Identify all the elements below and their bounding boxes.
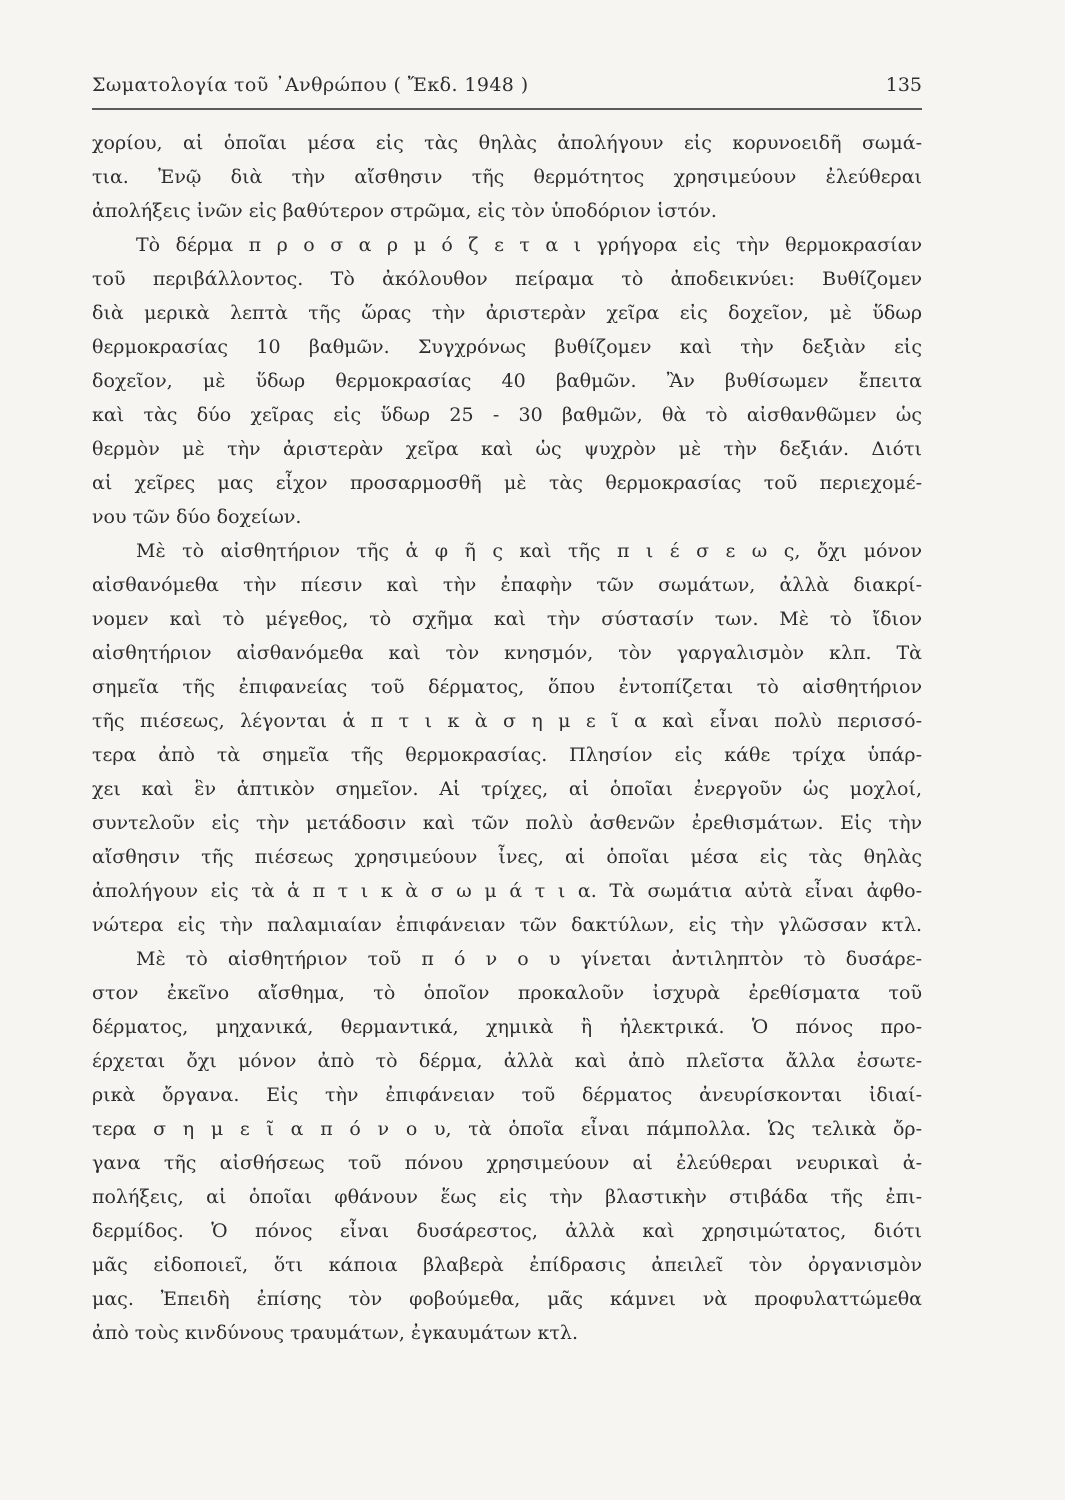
text-line: ἀπολήγουν εἰς τὰ ἁ π τ ι κ ὰ σ ω μ ά τ ι α. Τὰ σωμάτια αὐτὰ εἶναι ἀφθο- (92, 880, 922, 902)
text-line: ρικὰ ὄργανα. Εἰς τὴν ἐπιφάνειαν τοῦ δέρματος ἀνευρίσκονται ἰδιαί- (92, 1084, 922, 1106)
text-line: χει καὶ ἓν ἁπτικὸν σημεῖον. Αἱ τρίχες, αἱ ὁποῖαι ἐνεργοῦν ὡς μοχλοί, (92, 778, 922, 800)
text-line: αἱ χεῖρες μας εἶχον προσαρμοσθῆ μὲ τὰς θερμοκρασίας τοῦ περιεχομέ- (92, 472, 922, 494)
text-line: διὰ μερικὰ λεπτὰ τῆς ὥρας τὴν ἀριστερὰν χεῖρα εἰς δοχεῖον, μὲ ὕδωρ (92, 302, 922, 324)
text-line: Τὸ δέρμα π ρ ο σ α ρ μ ό ζ ε τ α ι γρήγορα εἰς τὴν θερμοκρασίαν (136, 234, 922, 256)
text-line: δέρματος, μηχανικά, θερμαντικά, χημικὰ ἢ ἠλεκτρικά. Ὁ πόνος προ- (92, 1016, 922, 1038)
text-line: τια. Ἐνῷ διὰ τὴν αἴσθησιν τῆς θερμότητος χρησιμεύουν ἐλεύθεραι (92, 166, 922, 188)
text-line: Μὲ τὸ αἰσθητήριον τῆς ἁ φ ῆ ς καὶ τῆς π ι έ σ ε ω ς, ὄχι μόνον (136, 540, 922, 562)
running-title: Σωματολογία τοῦ ᾿Ανθρώπου ( Ἔκδ. 1948 ) (92, 74, 529, 96)
header-rule (92, 108, 922, 110)
text-line: μας. Ἐπειδὴ ἐπίσης τὸν φοβούμεθα, μᾶς κάμνει νὰ προφυλαττώμεθα (92, 1288, 922, 1310)
text-line: έρχεται ὄχι μόνον ἀπὸ τὸ δέρμα, ἀλλὰ καὶ ἀπὸ πλεῖστα ἄλλα ἐσωτε- (92, 1050, 922, 1072)
text-line: θερμὸν μὲ τὴν ἀριστερὰν χεῖρα καὶ ὡς ψυχρὸν μὲ τὴν δεξιάν. Διότι (92, 438, 922, 460)
text-line: τοῦ περιβάλλοντος. Τὸ ἀκόλουθον πείραμα τὸ ἀποδεικνύει: Βυθίζομεν (92, 268, 922, 290)
text-line: καὶ τὰς δύο χεῖρας εἰς ὕδωρ 25 - 30 βαθμῶν, θὰ τὸ αἰσθανθῶμεν ὡς (92, 404, 922, 426)
page-header (92, 74, 922, 104)
text-line: δερμίδος. Ὁ πόνος εἶναι δυσάρεστος, ἀλλὰ καὶ χρησιμώτατος, διότι (92, 1220, 922, 1242)
text-line: γανα τῆς αἰσθήσεως τοῦ πόνου χρησιμεύουν αἱ ἐλεύθεραι νευρικαὶ ἀ- (92, 1152, 922, 1174)
text-line: αἰσθητήριον αἰσθανόμεθα καὶ τὸν κνησμόν, τὸν γαργαλισμὸν κλπ. Τὰ (92, 642, 922, 664)
text-line: νώτερα εἰς τὴν παλαμιαίαν ἐπιφάνειαν τῶν δακτύλων, εἰς τὴν γλῶσσαν κτλ. (92, 914, 922, 936)
text-line: τερα σ η μ ε ῖ α π ό ν ο υ, τὰ ὁποῖα εἶναι πάμπολλα. Ὡς τελικὰ ὄρ- (92, 1118, 922, 1140)
text-line: σημεῖα τῆς ἐπιφανείας τοῦ δέρματος, ὅπου ἐντοπίζεται τὸ αἰσθητήριον (92, 676, 922, 698)
text-line: νου τῶν δύο δοχείων. (92, 506, 302, 528)
text-line: Μὲ τὸ αἰσθητήριον τοῦ π ό ν ο υ γίνεται ἀντιληπτὸν τὸ δυσάρε- (136, 948, 922, 970)
text-line: στον ἐκεῖνο αἴσθημα, τὸ ὁποῖον προκαλοῦν ἰσχυρὰ ἐρεθίσματα τοῦ (92, 982, 922, 1004)
text-line: μᾶς εἰδοποιεῖ, ὅτι κάποια βλαβερὰ ἐπίδρασις ἀπειλεῖ τὸν ὀργανισμὸν (92, 1254, 922, 1276)
text-line: θερμοκρασίας 10 βαθμῶν. Συγχρόνως βυθίζομεν καὶ τὴν δεξιὰν εἰς (92, 336, 922, 358)
page-number: 135 (885, 74, 922, 96)
text-line: δοχεῖον, μὲ ὕδωρ θερμοκρασίας 40 βαθμῶν. Ἂν βυθίσωμεν ἔπειτα (92, 370, 922, 392)
text-line: συντελοῦν εἰς τὴν μετάδοσιν καὶ τῶν πολὺ ἀσθενῶν ἐρεθισμάτων. Εἰς τὴν (92, 812, 922, 834)
text-line: αἰσθανόμεθα τὴν πίεσιν καὶ τὴν ἐπαφὴν τῶν σωμάτων, ἀλλὰ διακρί- (92, 574, 922, 596)
text-line: πολήξεις, αἱ ὁποῖαι φθάνουν ἕως εἰς τὴν βλαστικὴν στιβάδα τῆς ἐπι- (92, 1186, 922, 1208)
text-line: ἀπολήξεις ἰνῶν εἰς βαθύτερον στρῶμα, εἰς τὸν ὑποδόριον ἱστόν. (92, 200, 717, 222)
text-line: τῆς πιέσεως, λέγονται ἁ π τ ι κ ὰ σ η μ ε ῖ α καὶ εἶναι πολὺ περισσό- (92, 710, 922, 732)
text-line: χορίου, αἱ ὁποῖαι μέσα εἰς τὰς θηλὰς ἀπολήγουν εἰς κορυνοειδῆ σωμά- (92, 132, 922, 154)
text-line: τερα ἀπὸ τὰ σημεῖα τῆς θερμοκρασίας. Πλησίον εἰς κάθε τρίχα ὑπάρ- (92, 744, 922, 766)
text-line: ἀπὸ τοὺς κινδύνους τραυμάτων, ἐγκαυμάτων κτλ. (92, 1322, 578, 1344)
text-line: αἴσθησιν τῆς πιέσεως χρησιμεύουν ἶνες, αἱ ὁποῖαι μέσα εἰς τὰς θηλὰς (92, 846, 922, 868)
text-line: νομεν καὶ τὸ μέγεθος, τὸ σχῆμα καὶ τὴν σύστασίν των. Μὲ τὸ ἴδιον (92, 608, 922, 630)
body-text (92, 126, 922, 1350)
